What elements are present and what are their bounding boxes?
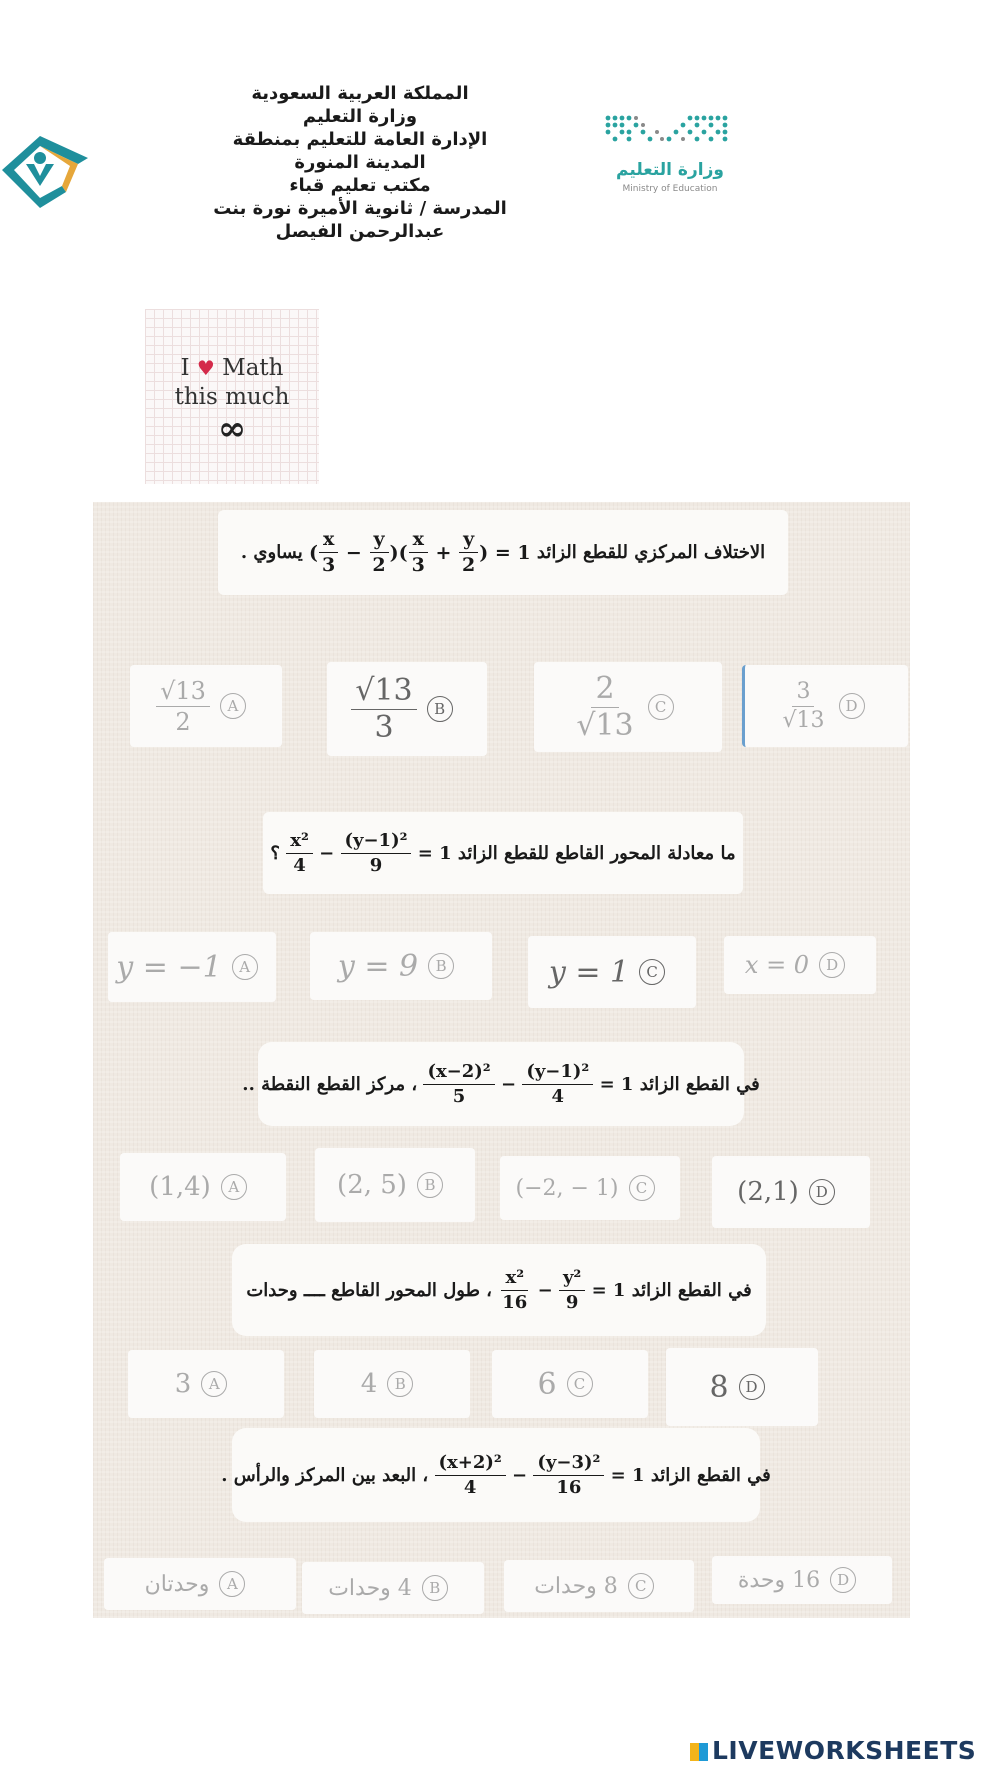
option-letter: C xyxy=(629,1175,655,1201)
option-a[interactable] xyxy=(108,932,276,1002)
option-letter: C xyxy=(628,1573,654,1599)
question-1 xyxy=(218,510,788,595)
option-text: (2,1) xyxy=(737,1177,799,1207)
option-d[interactable] xyxy=(724,936,876,994)
option-letter: C xyxy=(648,694,674,720)
option-letter: A xyxy=(221,1174,247,1200)
option-d[interactable] xyxy=(742,665,908,747)
option-d[interactable] xyxy=(712,1156,870,1228)
option-b[interactable] xyxy=(314,1350,470,1418)
heart-icon: ♥ xyxy=(196,356,215,380)
question-equation: $\frac{\text{x²}}{16}$ − $\frac{\text{y²}}{9}$ = 1 xyxy=(502,1266,626,1313)
question-3 xyxy=(242,1042,760,1126)
option-text: 8 xyxy=(709,1369,729,1405)
option-letter: B xyxy=(417,1172,443,1198)
option-text: y = 9 xyxy=(337,948,419,984)
liveworksheets-watermark xyxy=(690,1736,990,1766)
option-text: 4 xyxy=(360,1369,378,1399)
option-b[interactable] xyxy=(310,932,492,1000)
option-c[interactable] xyxy=(528,936,696,1008)
option-a[interactable] xyxy=(120,1153,286,1221)
option-text: 6 xyxy=(537,1366,557,1402)
header-line: وزارة التعليم xyxy=(302,106,418,127)
option-letter: D xyxy=(819,952,845,978)
option-c[interactable] xyxy=(504,1560,694,1612)
option-text: $\frac{√13}{2}$ xyxy=(156,679,210,734)
math-card-word-i: I xyxy=(180,355,190,381)
header-line: الإدارة العامة للتعليم بمنطقة xyxy=(232,129,488,150)
header-line: مكتب تعليم قباء xyxy=(289,175,431,196)
option-text: $\frac{√13}{3}$ xyxy=(351,676,416,743)
option-text: (−2, − 1) xyxy=(515,1175,619,1201)
question-text: ، طول المحور القاطع ــــ وحدات xyxy=(246,1279,492,1301)
header-line: عبدالرحمن الفيصل xyxy=(275,221,445,242)
option-text: 16 وحدة xyxy=(737,1567,821,1593)
option-text: (2, 5) xyxy=(337,1170,407,1200)
watermark-text: LIVEWORKSHEETS xyxy=(712,1736,977,1765)
option-text: $\frac{2}{√13}$ xyxy=(576,670,634,743)
option-text: y = −1 xyxy=(116,949,222,985)
question-text: يساوي . xyxy=(240,542,303,563)
question-5 xyxy=(221,1428,771,1522)
option-letter: A xyxy=(219,1571,245,1597)
option-a[interactable] xyxy=(128,1350,284,1418)
question-equation: $\frac{\text{(x−2)²}}{5}$ − $\frac{\text{(y−1)²}}{4}$ = 1 xyxy=(423,1063,633,1106)
school-header xyxy=(180,82,540,243)
option-letter: C xyxy=(639,959,665,985)
option-letter: D xyxy=(739,1374,765,1400)
question-equation: $\frac{\text{x²}}{4}$ − $\frac{\text{(y−1)²}}{9}$ = 1 xyxy=(286,832,451,875)
ministry-arabic-name: وزارة التعليم xyxy=(616,160,724,180)
option-letter: D xyxy=(830,1567,856,1593)
option-letter: D xyxy=(839,693,865,719)
option-letter: C xyxy=(567,1371,593,1397)
infinity-icon: ∞ xyxy=(217,409,247,449)
question-equation: ( $\frac{x}{3}$ − $\frac{y}{2}$ )( $\frac{x}{3}$ + $\frac{y}{2}$ ) = 1 xyxy=(309,528,531,576)
question-2 xyxy=(263,812,743,894)
question-text: الاختلاف المركزي للقطع الزائد xyxy=(536,542,766,563)
question-text: في القطع الزائد xyxy=(650,1464,771,1486)
math-card-word-math: Math xyxy=(222,355,284,381)
math-card-line-1 xyxy=(145,355,319,381)
option-letter: A xyxy=(232,954,258,980)
option-letter: A xyxy=(201,1371,227,1397)
question-text: في القطع الزائد xyxy=(639,1073,760,1095)
option-a[interactable] xyxy=(104,1558,296,1610)
option-letter: B xyxy=(428,953,454,979)
ministry-english-name: Ministry of Education xyxy=(622,184,718,194)
option-b[interactable] xyxy=(315,1148,475,1222)
option-letter: A xyxy=(220,693,246,719)
option-b[interactable] xyxy=(302,1562,484,1614)
option-c[interactable] xyxy=(500,1156,680,1220)
option-text: x = 0 xyxy=(744,951,810,979)
option-text: $\frac{3}{√13}$ xyxy=(782,678,825,733)
dots-icon xyxy=(600,108,740,158)
ministry-logo xyxy=(600,108,820,198)
math-card-line-2: this much xyxy=(174,384,290,410)
question-text: ما معادلة المحور القاطع للقطع الزائد xyxy=(457,842,736,864)
header-line: المدرسة / ثانوية الأميرة نورة بنت xyxy=(213,198,507,219)
option-c[interactable] xyxy=(534,662,722,752)
option-text: وحدتان xyxy=(144,1571,210,1597)
option-letter: D xyxy=(809,1179,835,1205)
option-c[interactable] xyxy=(492,1350,648,1418)
option-b[interactable] xyxy=(327,662,487,756)
question-text: ؟ xyxy=(270,842,280,864)
question-text: ، مركز القطع النقطة .. xyxy=(242,1073,418,1095)
vision-logo-icon xyxy=(0,128,92,212)
header-line: المملكة العربية السعودية xyxy=(251,83,469,104)
option-d[interactable] xyxy=(666,1348,818,1426)
question-4 xyxy=(232,1244,766,1336)
i-love-math-card xyxy=(145,309,319,484)
option-letter: B xyxy=(387,1371,413,1397)
option-letter: B xyxy=(422,1575,448,1601)
option-text: y = 1 xyxy=(548,954,630,990)
option-text: (1,4) xyxy=(149,1172,211,1202)
option-a[interactable] xyxy=(130,665,282,747)
question-text: في القطع الزائد xyxy=(631,1279,752,1301)
header-line: المدينة المنورة xyxy=(294,152,426,173)
option-letter: B xyxy=(427,696,453,722)
option-text: 8 وحدات xyxy=(534,1573,618,1599)
option-d[interactable] xyxy=(712,1556,892,1604)
option-text: 4 وحدات xyxy=(328,1575,412,1601)
option-text: 3 xyxy=(174,1369,192,1399)
question-text: ، البعد بين المركز والرأس . xyxy=(221,1464,429,1486)
question-equation: $\frac{\text{(x+2)²}}{4}$ − $\frac{\text{(y−3)²}}{16}$ = 1 xyxy=(435,1454,645,1497)
liveworksheets-logo-icon xyxy=(690,1743,708,1761)
